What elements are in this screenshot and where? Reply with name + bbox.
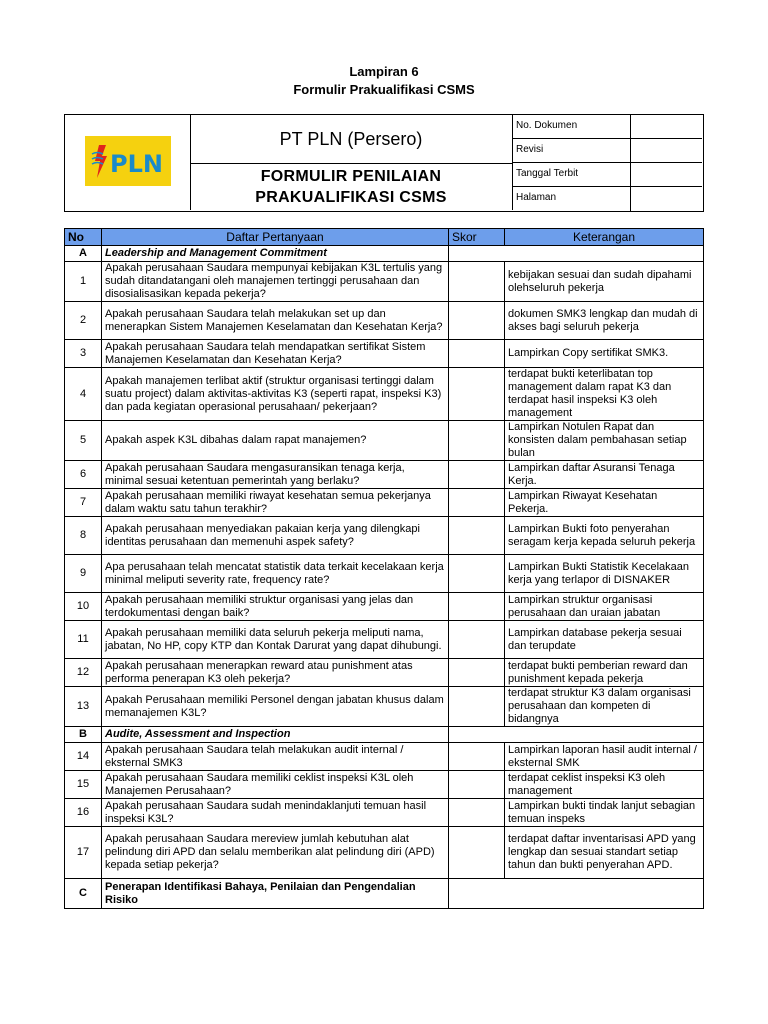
- section-blank: [449, 727, 704, 743]
- note-text: terdapat bukti pemberian reward dan punishment kepada pekerja: [505, 659, 704, 687]
- score-cell[interactable]: [449, 621, 505, 659]
- score-cell[interactable]: [449, 340, 505, 368]
- row-number: 4: [65, 368, 102, 421]
- row-number: 15: [65, 771, 102, 799]
- note-text: Lampirkan daftar Asuransi Tenaga Kerja.: [505, 461, 704, 489]
- meta-label: No. Dokumen: [516, 120, 578, 131]
- note-text: Lampirkan Notulen Rapat dan konsisten dalam pembahasan setiap bulan: [505, 421, 704, 461]
- score-cell[interactable]: [449, 743, 505, 771]
- question-text: Apakah perusahaan menerapkan reward atau punishment atas performa penerapan K3 oleh pekerja?: [102, 659, 449, 687]
- section-no: C: [65, 879, 102, 909]
- table-row: [65, 621, 704, 659]
- section-title: Penerapan Identifikasi Bahaya, Penilaian dan Pengendalian Risiko: [102, 879, 449, 909]
- form-name-line2: PRAKUALIFIKASI CSMS: [255, 189, 447, 206]
- table-row: [65, 302, 704, 340]
- meta-label: Revisi: [516, 144, 544, 155]
- table-header-row: [65, 229, 704, 246]
- table-row: [65, 262, 704, 302]
- table-row: [65, 340, 704, 368]
- row-number: 6: [65, 461, 102, 489]
- section-title: Leadership and Management Commitment: [102, 246, 449, 262]
- table-row: [65, 489, 704, 517]
- score-cell[interactable]: [449, 593, 505, 621]
- row-number: 8: [65, 517, 102, 555]
- table-row: [65, 461, 704, 489]
- table-row: [65, 799, 704, 827]
- meta-value-no-dokumen[interactable]: [630, 115, 703, 138]
- note-text: Lampirkan struktur organisasi perusahaan dan uraian jabatan: [505, 593, 704, 621]
- question-text: Apakah perusahaan memiliki struktur organisasi yang jelas dan terdokumentasi dengan baik?: [102, 593, 449, 621]
- meta-value-tanggal-terbit[interactable]: [630, 163, 703, 186]
- header-note: Keterangan: [505, 229, 704, 246]
- score-cell[interactable]: [449, 827, 505, 879]
- score-cell[interactable]: [449, 799, 505, 827]
- section-row: [65, 879, 704, 909]
- row-number: 9: [65, 555, 102, 593]
- question-text: Apakah perusahaan memiliki data seluruh pekerja meliputi nama, jabatan, No HP, copy KTP dan Kontak Darurat yang dapat dihubungi.: [102, 621, 449, 659]
- question-text: Apakah perusahaan Saudara telah melakukan set up dan menerapkan Sistem Manajemen Keselamatan dan Kesehatan Kerja?: [102, 302, 449, 340]
- question-text: Apa perusahaan telah mencatat statistik data terkait kecelakaan kerja minimal meliputi severity rate, frequency rate?: [102, 555, 449, 593]
- pln-logo: [85, 136, 171, 186]
- note-text: Lampirkan Bukti foto penyerahan seragam kerja kepada seluruh pekerja: [505, 517, 704, 555]
- section-no: B: [65, 727, 102, 743]
- score-cell[interactable]: [449, 489, 505, 517]
- form-name-line1: FORMULIR PENILAIAN: [260, 168, 442, 185]
- meta-row: [512, 163, 702, 187]
- score-cell[interactable]: [449, 262, 505, 302]
- company-name: PT PLN (Persero): [190, 115, 512, 164]
- question-text: Apakah perusahaan Saudara telah melakukan audit internal / eksternal SMK3: [102, 743, 449, 771]
- question-text: Apakah manajemen terlibat aktif (struktur organisasi tertinggi dalam suatu project) dalam aktivitas-aktivitas K3 (seperti rapat, inspeksi K3) dan pada kegiatan operasional perusahaan/ pekerjaan?: [102, 368, 449, 421]
- row-number: 5: [65, 421, 102, 461]
- table-row: [65, 421, 704, 461]
- question-text: Apakah perusahaan Saudara mereview jumlah kebutuhan alat pelindung diri APD dan selalu memberikan alat pelindung diri (APD) kepada setiap pekerja?: [102, 827, 449, 879]
- question-text: Apakah perusahaan Saudara mempunyai kebijakan K3L tertulis yang sudah ditandatangani oleh manajemen tertinggi perusahaan dan disosialisasikan kepada pekerja?: [102, 262, 449, 302]
- table-row: [65, 771, 704, 799]
- attachment-title: Lampiran 6: [349, 64, 419, 79]
- row-number: 11: [65, 621, 102, 659]
- note-text: Lampirkan Riwayat Kesehatan Pekerja.: [505, 489, 704, 517]
- score-cell[interactable]: [449, 368, 505, 421]
- meta-value-revisi[interactable]: [630, 139, 703, 162]
- section-row: [65, 727, 704, 743]
- note-text: terdapat ceklist inspeksi K3 oleh management: [505, 771, 704, 799]
- section-title: Audite, Assessment and Inspection: [102, 727, 449, 743]
- questionnaire-table: [64, 228, 704, 909]
- note-text: Lampirkan laporan hasil audit internal / eksternal SMK: [505, 743, 704, 771]
- question-text: Apakah perusahaan menyediakan pakaian kerja yang dilengkapi identitas perusahaan dan memenuhi aspek safety?: [102, 517, 449, 555]
- table-row: [65, 827, 704, 879]
- meta-value-halaman[interactable]: [630, 187, 703, 211]
- note-text: kebijakan sesuai dan sudah dipahami olehseluruh pekerja: [505, 262, 704, 302]
- table-row: [65, 368, 704, 421]
- table-row: [65, 593, 704, 621]
- row-number: 14: [65, 743, 102, 771]
- question-text: Apakah Perusahaan memiliki Personel dengan jabatan khusus dalam memanajemen K3L?: [102, 687, 449, 727]
- note-text: terdapat bukti keterlibatan top management dalam rapat K3 dan terdapat hasil inspeksi K3 oleh management: [505, 368, 704, 421]
- section-row: [65, 246, 704, 262]
- row-number: 12: [65, 659, 102, 687]
- form-name: [190, 163, 512, 210]
- score-cell[interactable]: [449, 517, 505, 555]
- header-question: Daftar Pertanyaan: [102, 229, 449, 246]
- note-text: terdapat daftar inventarisasi APD yang lengkap dan sesuai standart setiap tahun dan bukti penyerahan APD.: [505, 827, 704, 879]
- question-text: Apakah perusahaan Saudara sudah menindaklanjuti temuan hasil inspeksi K3L?: [102, 799, 449, 827]
- document-subtitle: Formulir Prakualifikasi CSMS: [293, 82, 475, 97]
- section-no: A: [65, 246, 102, 262]
- logo-text: PLN: [110, 150, 163, 178]
- row-number: 17: [65, 827, 102, 879]
- meta-row: [512, 139, 702, 163]
- table-row: [65, 659, 704, 687]
- document-meta: [512, 115, 702, 210]
- table-row: [65, 517, 704, 555]
- header-score: Skor: [449, 229, 505, 246]
- row-number: 2: [65, 302, 102, 340]
- question-text: Apakah perusahaan Saudara telah mendapatkan sertifikat Sistem Manajemen Keselamatan dan Kesehatan Kerja?: [102, 340, 449, 368]
- score-cell[interactable]: [449, 302, 505, 340]
- question-text: Apakah perusahaan Saudara mengasuransikan tenaga kerja, minimal sesuai ketentuan pemerintah yang berlaku?: [102, 461, 449, 489]
- row-number: 16: [65, 799, 102, 827]
- meta-label: Halaman: [516, 192, 557, 203]
- note-text: Lampirkan database pekerja sesuai dan terupdate: [505, 621, 704, 659]
- score-cell[interactable]: [449, 461, 505, 489]
- meta-row: [512, 115, 702, 139]
- note-text: Lampirkan Copy sertifikat SMK3.: [505, 340, 704, 368]
- section-blank: [449, 246, 704, 262]
- row-number: 10: [65, 593, 102, 621]
- logo-cell: [65, 115, 191, 210]
- question-text: Apakah perusahaan Saudara memiliki ceklist inspeksi K3L oleh Manajemen Perusahaan?: [102, 771, 449, 799]
- note-text: Lampirkan Bukti Statistik Kecelakaan kerja yang terlapor di DISNAKER: [505, 555, 704, 593]
- note-text: dokumen SMK3 lengkap dan mudah di akses bagi seluruh pekerja: [505, 302, 704, 340]
- score-cell[interactable]: [449, 659, 505, 687]
- row-number: 1: [65, 262, 102, 302]
- table-row: [65, 555, 704, 593]
- score-cell[interactable]: [449, 771, 505, 799]
- table-row: [65, 687, 704, 727]
- meta-label: Tanggal Terbit: [516, 168, 579, 179]
- section-blank: [449, 879, 704, 909]
- table-row: [65, 743, 704, 771]
- header-no: No: [65, 229, 102, 246]
- meta-row: [512, 187, 702, 211]
- row-number: 7: [65, 489, 102, 517]
- row-number: 13: [65, 687, 102, 727]
- score-cell[interactable]: [449, 421, 505, 461]
- row-number: 3: [65, 340, 102, 368]
- question-text: Apakah aspek K3L dibahas dalam rapat manajemen?: [102, 421, 449, 461]
- note-text: terdapat struktur K3 dalam organisasi perusahaan dan kompeten di bidangnya: [505, 687, 704, 727]
- header-title-block: [190, 115, 513, 210]
- score-cell[interactable]: [449, 687, 505, 727]
- form-header: [64, 114, 704, 212]
- question-text: Apakah perusahaan memiliki riwayat kesehatan semua pekerjanya dalam waktu satu tahun terakhir?: [102, 489, 449, 517]
- score-cell[interactable]: [449, 555, 505, 593]
- note-text: Lampirkan bukti tindak lanjut sebagian temuan inspeks: [505, 799, 704, 827]
